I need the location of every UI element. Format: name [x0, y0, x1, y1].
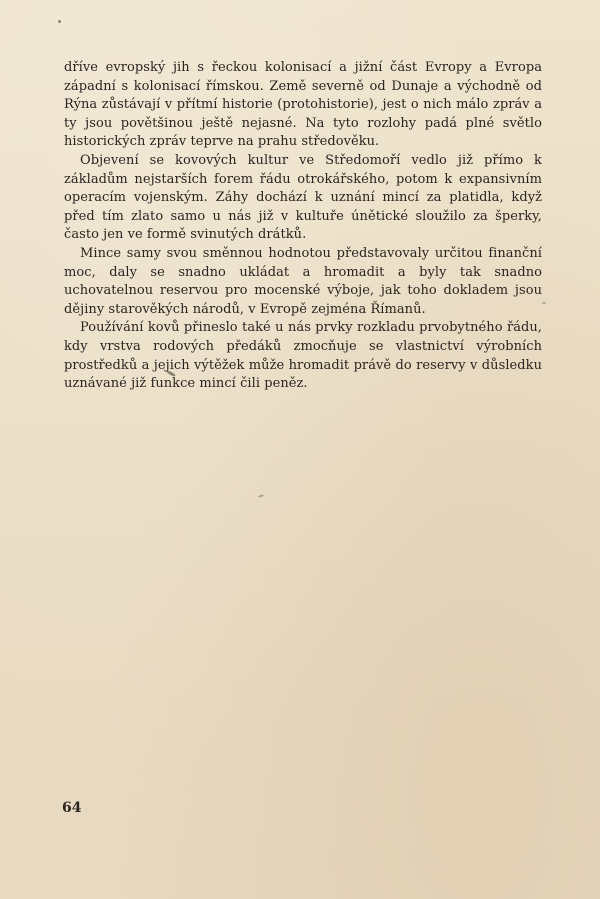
body-text	[64, 59, 542, 394]
paper-speck	[258, 494, 264, 498]
paper-speck	[542, 302, 546, 304]
paragraph: Objevení se kovových kultur ve Středomoří vedlo již přímo k základům nejstarších forem řádu otrokářského, potom k expansivním operacím vojenským. Záhy dochází k uznání mincí za platidla, když před tím zlato samo u nás již v kultuře únětické sloužilo za šperky, často jen ve formě svinutých drátků.	[64, 152, 542, 243]
paper-speck	[58, 20, 61, 23]
paragraph: Používání kovů přineslo také u nás prvky rozkladu prvobytného řádu, kdy vrstva rodových předáků zmocňuje se vlastnictví výrobních prostředků a jejich výtěžek může hromadit právě do reservy v důsledku uznávané již funkce mincí čili peněz.	[64, 320, 542, 392]
paragraph: Mince samy svou směnnou hodnotou představovaly určitou finanční moc, daly se snadno ukládat a hromadit a byly tak snadno uchovatelnou reservou pro mocenské výboje, jak toho dokladem jsou dějiny starověkých národů, v Evropě zejména Římanů.	[64, 245, 542, 317]
page-number: 64	[62, 800, 82, 816]
paragraph: dříve evropský jih s řeckou kolonisací a jižní část Evropy a Evropa západní s kolonisací římskou. Země severně od Dunaje a východně od Rýna zůstávají v přítmí historie (protohistorie), jest o nich málo zpráv a ty jsou povětšinou ještě nejasné. Na tyto rozlohy padá plné světlo historických zpráv teprve na prahu středověku.	[64, 60, 542, 150]
